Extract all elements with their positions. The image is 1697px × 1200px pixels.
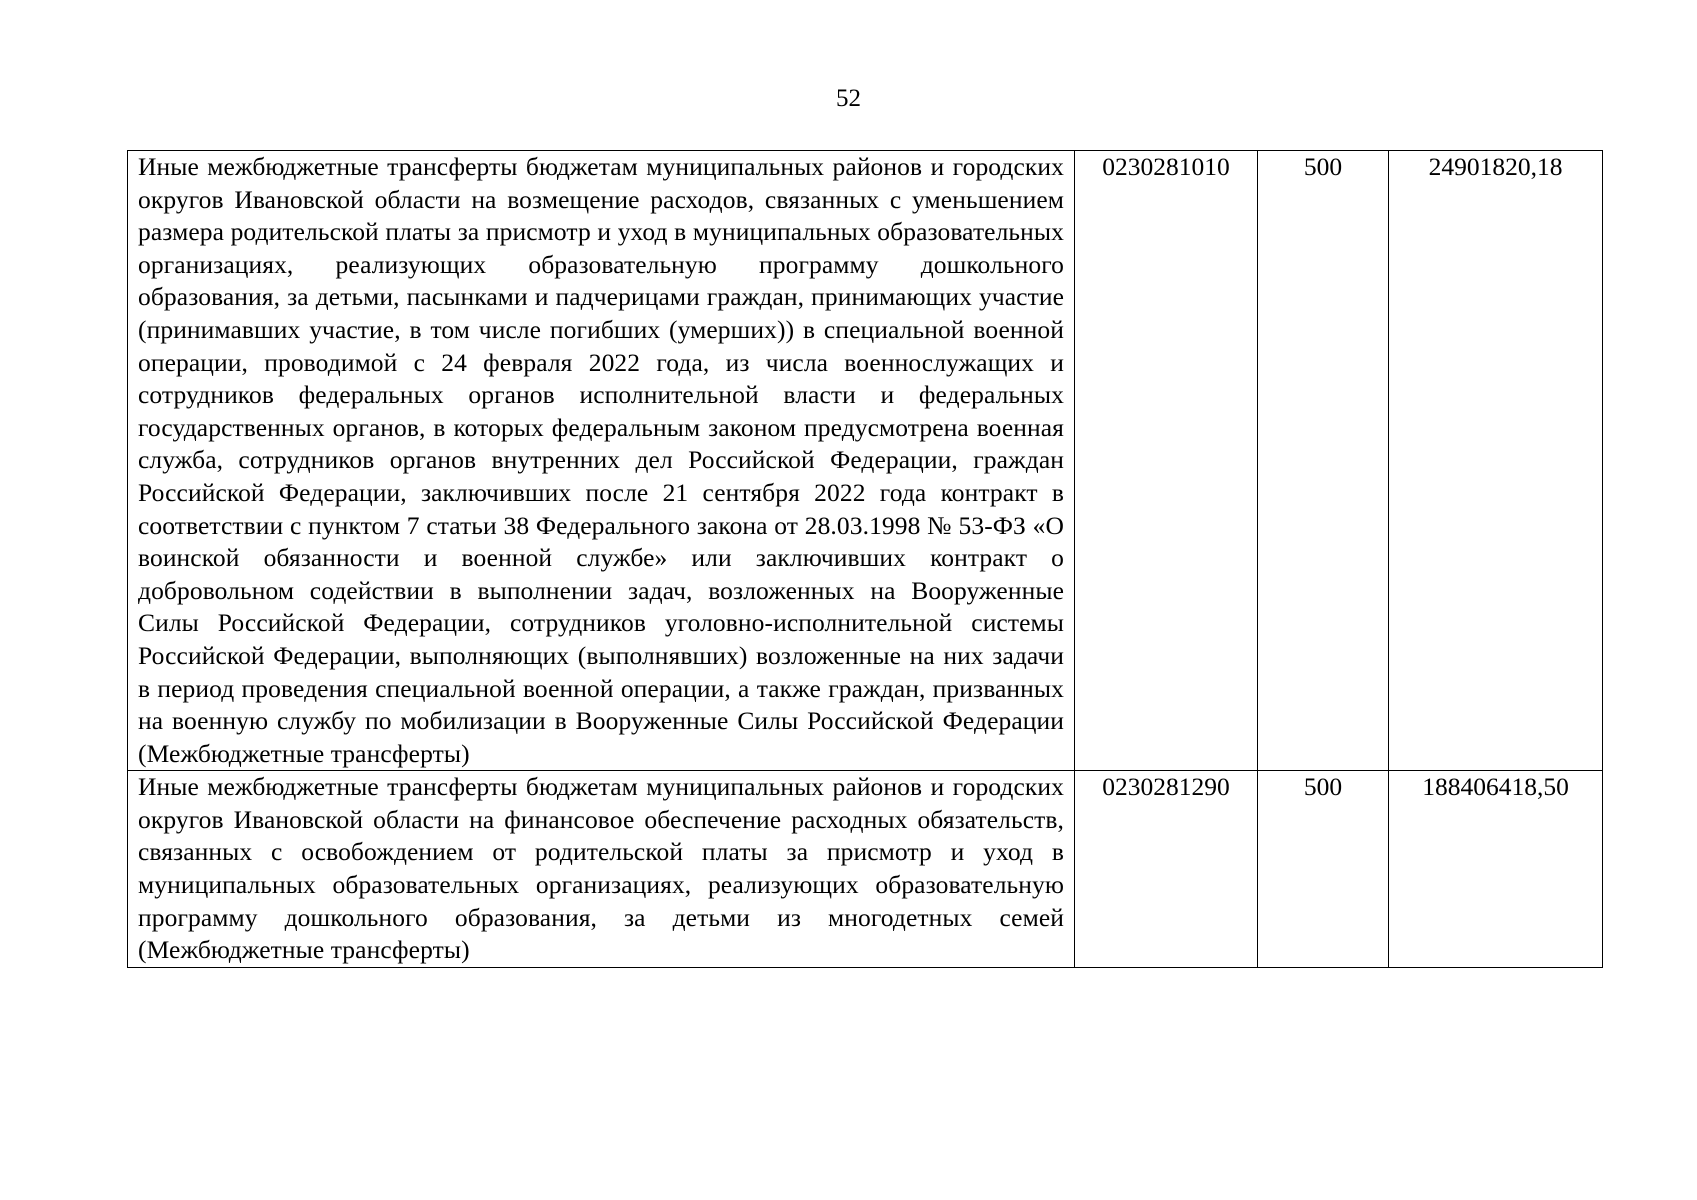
- table-row: [128, 151, 1603, 771]
- row-description: Иные межбюджетные трансферты бюджетам муниципальных районов и городских округов Ивановской области на финансовое обеспечение расходных обязательств, связанных с освобождением от родительской платы за присмотр и уход в муниципальных образовательных организациях, реализующих образовательную программу дошкольного образования, за детьми из многодетных семей (Межбюджетные трансферты): [128, 771, 1075, 968]
- budget-table: [127, 150, 1603, 968]
- row-target-code: 0230281010: [1075, 151, 1258, 771]
- row-amount: 188406418,50: [1389, 771, 1603, 968]
- row-expense-type: 500: [1258, 151, 1389, 771]
- page-number: 52: [836, 85, 861, 112]
- row-target-code: 0230281290: [1075, 771, 1258, 968]
- row-amount: 24901820,18: [1389, 151, 1603, 771]
- table-row: [128, 771, 1603, 968]
- row-expense-type: 500: [1258, 771, 1389, 968]
- row-description: Иные межбюджетные трансферты бюджетам муниципальных районов и городских округов Ивановской области на возмещение расходов, связанных с уменьшением размера родительской платы за присмотр и уход в муниципальных образовательных организациях, реализующих образовательную программу дошкольного образования, за детьми, пасынками и падчерицами граждан, принимающих участие (принимавших участие, в том числе погибших (умерших)) в специальной военной операции, проводимой с 24 февраля 2022 года, из числа военнослужащих и сотрудников федеральных органов исполнительной власти и федеральных государственных органов, в которых федеральным законом предусмотрена военная служба, сотрудников органов внутренних дел Российской Федерации, граждан Российской Федерации, заключивших после 21 сентября 2022 года контракт в соответствии с пунктом 7 статьи 38 Федерального закона от 28.03.1998 № 53-ФЗ «О воинской обязанности и военной службе» или заключивших контракт о добровольном содействии в выполнении задач, возложенных на Вооруженные Силы Российской Федерации, сотрудников уголовно-исполнительной системы Российской Федерации, выполняющих (выполнявших) возложенные на них задачи в период проведения специальной военной операции, а также граждан, призванных на военную службу по мобилизации в Вооруженные Силы Российской Федерации (Межбюджетные трансферты): [128, 151, 1075, 771]
